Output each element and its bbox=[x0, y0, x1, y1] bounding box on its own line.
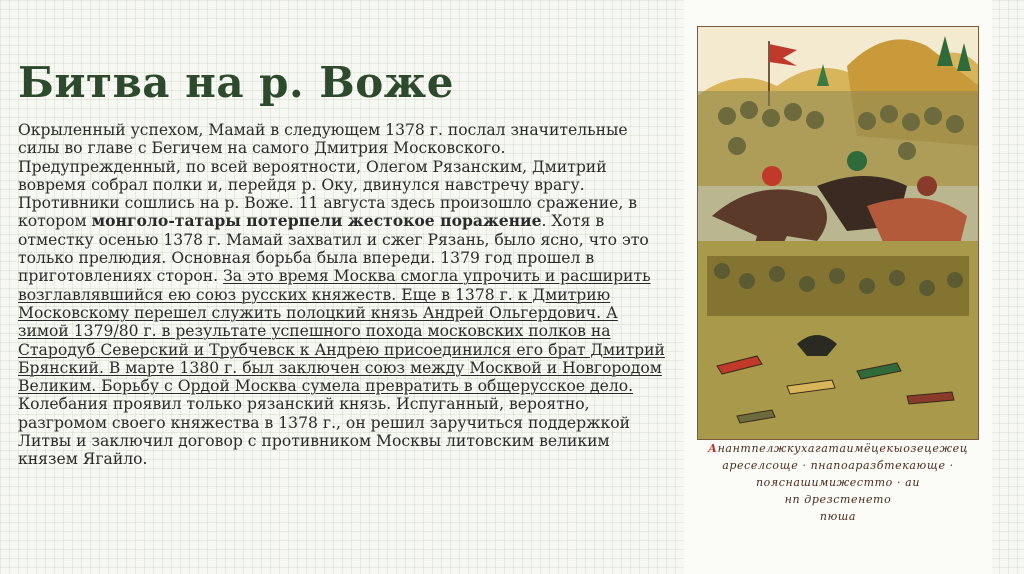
chronicle-line bbox=[692, 508, 984, 525]
chronicle-line bbox=[692, 491, 984, 508]
text-part-1: Окрыленный успехом, Мамай в следующем 1378 г. послал значительные силы во главе с Бегичем на самого Дмитрия Московского. Предупрежденный, по всей вероятности, Олегом Рязанским, Дмитрий вовремя собрал полки и, перейдя р. Оку, двинулся навстречу врагу. Противники сошлись на р. Воже. 11 августа здесь произошло сражение, в котором bbox=[18, 121, 638, 231]
body-paragraph bbox=[18, 121, 668, 469]
chronicle-line-text: ареселсоще · пнапоаразбтекающе · bbox=[722, 459, 954, 472]
chronicle-line-text: нантпелжкухагатаимёцекыозецежец bbox=[717, 442, 968, 455]
battle-miniature-image bbox=[697, 26, 979, 440]
chronicle-initial-letter: А bbox=[708, 442, 718, 455]
text-underlined-passage: За это время Москва смогла упрочить и расширить возглавлявшийся ею союз русских княжеств. Еще в 1378 г. к Дмитрию Московскому перешел служить полоцкий князь Андрей Ольгердович. А зимой 1379/80 г. в результате успешного похода московских полков на Стародуб Северский и Трубчевск к Андрею присоединился его брат Дмитрий Брянский. В марте 1380 г. был заключен союз между Москвой и Новгородом Великим. Борьбу с Ордой Москва сумела превратить в общерусское дело. bbox=[18, 267, 665, 396]
chronicle-line-text: пюша bbox=[819, 510, 857, 523]
chronicle-line-text: нп дрезстенето bbox=[784, 493, 892, 506]
text-bold-phrase: монголо-татары потерпели жестокое поражение bbox=[91, 211, 542, 231]
text-part-3: Колебания проявил только рязанский князь. Испуганный, вероятно, разгромом своего княжества в 1378 г., он решил заручиться поддержкой Литвы и заключил договор с противником Москвы литовским великим князем Ягайло. bbox=[18, 395, 631, 469]
chronicle-line bbox=[692, 474, 984, 491]
chronicle-line-text: пояснашимижестто · аи bbox=[755, 476, 921, 489]
text-part-2: . Хотя в отместку осенью 1378 г. Мамай захватил и сжег Рязань, было ясно, что это только прелюдия. Основная борьба была впереди. 1379 год прошел в приготовлениях сторон. bbox=[18, 212, 649, 286]
chronicle-line bbox=[692, 440, 984, 457]
chronicle-line bbox=[692, 457, 984, 474]
slide-title: Битва на р. Воже bbox=[18, 58, 454, 107]
chronicle-caption bbox=[692, 440, 984, 525]
